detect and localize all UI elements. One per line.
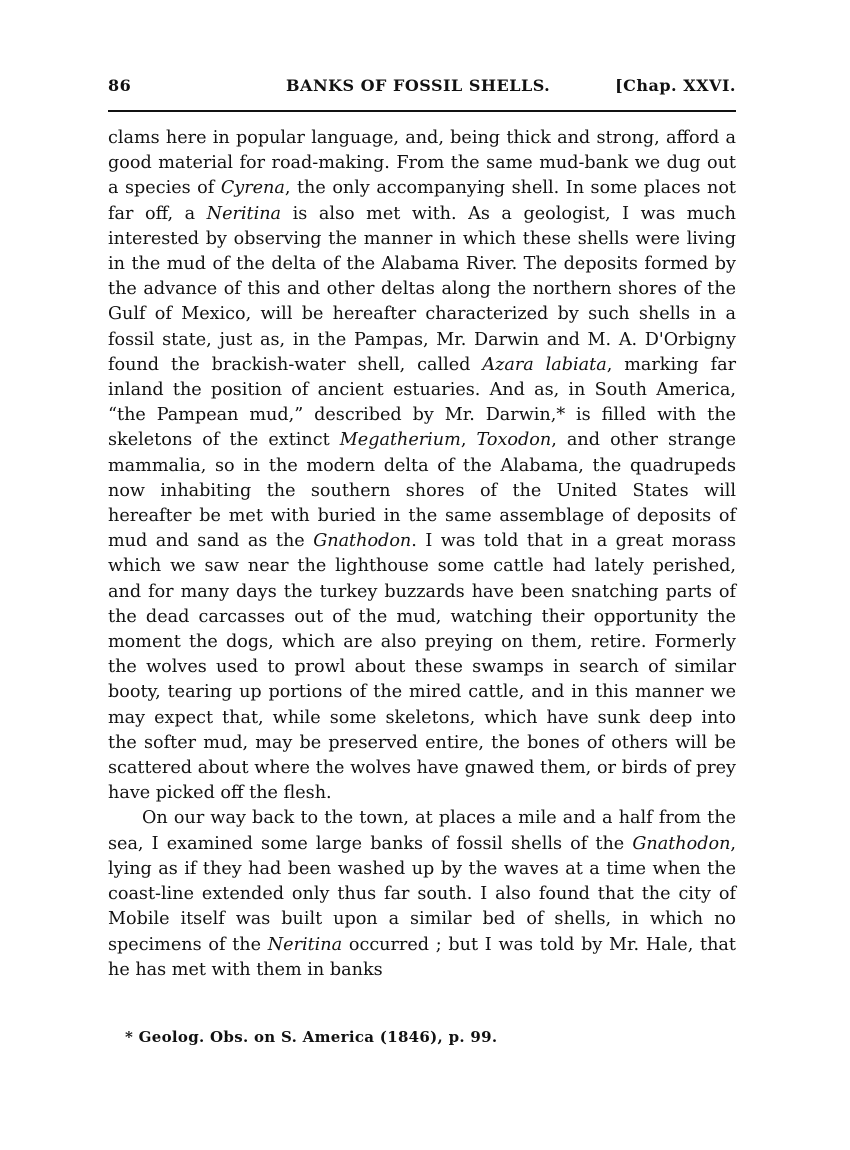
- taxon-name: Cyrena: [220, 178, 285, 199]
- taxon-name: Gnathodon: [632, 833, 731, 854]
- taxon-name: Toxodon: [476, 430, 552, 451]
- taxon-name: Megatherium: [339, 430, 461, 451]
- chapter-label: [Chap. XXVI.: [615, 76, 736, 95]
- taxon-name: Neritina: [267, 934, 343, 955]
- body-text: [108, 126, 736, 983]
- header-rule: [108, 110, 736, 112]
- page-number: 86: [108, 76, 132, 95]
- paragraph-1: clams here in popular language, and, being thick and strong, afford a good material for road-making. From the same mud-bank we dug out a species of Cyrena, the only accompanying shell. In some places not far off, a Neritina is also met with. As a geologist, I was much interested by observing the manner in which these shells were living in the mud of the delta of the Alabama River. The deposits formed by the advance of this and other deltas along the northern shores of the Gulf of Mexico, will be hereafter characterized by such shells in a fossil state, just as, in the Pampas, Mr. Darwin and M. A. D'Orbigny found the brackish-water shell, called Azara labiata, marking far inland the position of ancient estuaries. And as, in South America, “the Pampean mud,” described by Mr. Darwin,* is filled with the skeletons of the extinct Megatherium, Toxodon, and other strange mammalia, so in the modern delta of the Alabama, the quadrupeds now inhabiting the southern shores of the United States will hereafter be met with buried in the same assemblage of deposits of mud and sand as the Gnathodon. I was told that in a great morass which we saw near the lighthouse some cattle had lately perished, and for many days the turkey buzzards have been snatching parts of the dead carcasses out of the mud, watching their opportunity the moment the dogs, which are also preying on them, retire. Formerly the wolves used to prowl about these swamps in search of similar booty, tearing up portions of the mired cattle, and in this manner we may expect that, while some skeletons, which have sunk deep into the softer mud, may be preserved entire, the bones of others will be scattered about where the wolves have gnawed them, or birds of prey have picked off the flesh.: [108, 128, 737, 804]
- taxon-name: Neritina: [206, 203, 282, 224]
- running-title: BANKS OF FOSSIL SHELLS.: [286, 76, 551, 95]
- paragraph-2: On our way back to the town, at places a mile and a half from the sea, I examined some large banks of fossil shells of the Gnathodon, lying as if they had been washed up by the waves at a time when the coast-line extended only thus far south. I also found that the city of Mobile itself was built upon a similar bed of shells, in which no specimens of the Neritina occurred ; but I was told by Mr. Hale, that he has met with them in banks: [108, 808, 736, 980]
- footnote: * Geolog. Obs. on S. America (1846), p. 99.: [125, 1028, 498, 1046]
- taxon-name: Azara labiata: [482, 354, 607, 375]
- book-page: [108, 76, 737, 980]
- running-head: [108, 76, 736, 100]
- taxon-name: Gnathodon: [313, 531, 412, 552]
